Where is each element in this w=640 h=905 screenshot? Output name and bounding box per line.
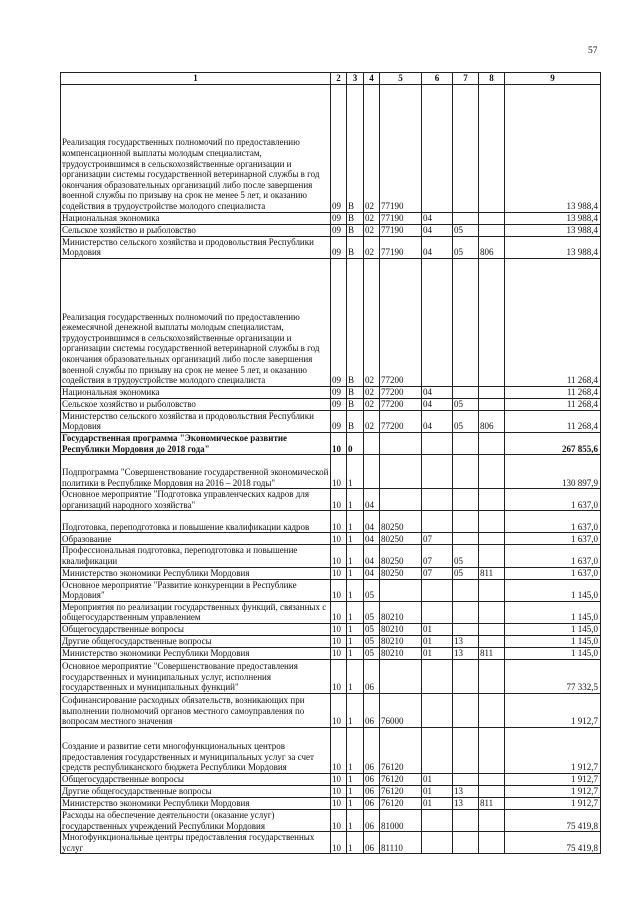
code-col4: 05 (364, 579, 380, 601)
column-header-6: 6 (422, 73, 453, 85)
table-row (61, 224, 601, 236)
code-col6: 04 (422, 236, 453, 258)
code-col7 (453, 659, 479, 693)
code-col3: 1 (347, 579, 364, 601)
row-amount: 75 419,8 (505, 809, 601, 831)
code-col8 (479, 693, 505, 727)
row-amount: 1 637,0 (505, 511, 601, 533)
code-col7: 05 (453, 224, 479, 236)
code-col4: 04 (364, 545, 380, 567)
code-col7: 05 (453, 398, 479, 410)
code-col3: 1 (347, 727, 364, 773)
code-col6 (422, 601, 453, 623)
code-col7 (453, 533, 479, 545)
code-col8 (479, 809, 505, 831)
code-col2: 10 (331, 809, 347, 831)
table-row (61, 489, 601, 511)
code-col4: 02 (364, 386, 380, 398)
code-col2: 10 (331, 832, 347, 854)
code-col2: 10 (331, 511, 347, 533)
row-name: Расходы на обеспечение деятельности (оказание услуг) государственных учреждений Республики Мордовия (61, 809, 331, 831)
code-col8: 811 (479, 797, 505, 809)
code-col8 (479, 623, 505, 635)
code-col4: 02 (364, 398, 380, 410)
table-row (61, 693, 601, 727)
code-col4: 02 (364, 84, 380, 212)
code-col6: 04 (422, 224, 453, 236)
code-col2: 09 (331, 410, 347, 432)
code-col6: 01 (422, 623, 453, 635)
row-name: Реализация государственных полномочий по предоставлению компенсационной выплаты молодым специалистам, трудоустроившимся в сельскохозяйственные организации и организации системы государственной ветеринарной службы в год окончания образовательных организаций либо после завершения военной службы по призыву на срок не менее 5 лет, и оказанию содействия в трудоустройстве молодого специалиста (61, 84, 331, 212)
column-header-5: 5 (380, 73, 422, 85)
code-col6: 01 (422, 797, 453, 809)
code-col5: 76120 (380, 727, 422, 773)
code-col7 (453, 84, 479, 212)
code-col2: 09 (331, 84, 347, 212)
code-col5: 80250 (380, 567, 422, 579)
code-col7 (453, 212, 479, 224)
code-col4: 05 (364, 623, 380, 635)
code-col2: 10 (331, 455, 347, 489)
row-amount: 1 912,7 (505, 797, 601, 809)
code-col2: 10 (331, 659, 347, 693)
code-col5: 80210 (380, 647, 422, 659)
code-col2: 10 (331, 693, 347, 727)
row-amount: 11 268,4 (505, 258, 601, 386)
code-col8 (479, 533, 505, 545)
code-col6: 04 (422, 386, 453, 398)
code-col7 (453, 809, 479, 831)
code-col5: 81000 (380, 809, 422, 831)
code-col3: В (347, 84, 364, 212)
table-row (61, 601, 601, 623)
table-row (61, 579, 601, 601)
code-col2: 10 (331, 489, 347, 511)
code-col5 (380, 659, 422, 693)
code-col6: 01 (422, 635, 453, 647)
code-col8 (479, 489, 505, 511)
code-col7 (453, 579, 479, 601)
code-col2: 10 (331, 545, 347, 567)
table-row (61, 258, 601, 386)
code-col4: 04 (364, 533, 380, 545)
table-row (61, 797, 601, 809)
code-col5: 77190 (380, 224, 422, 236)
code-col4: 02 (364, 258, 380, 386)
code-col4: 05 (364, 601, 380, 623)
row-name: Подпрограмма "Совершенствование государственной экономической политики в Республике Мордовия на 2016 – 2018 годы" (61, 455, 331, 489)
code-col4: 06 (364, 785, 380, 797)
code-col8 (479, 455, 505, 489)
row-name: Основное мероприятие "Развитие конкуренции в Республике Мордовия" (61, 579, 331, 601)
row-name: Сельское хозяйство и рыболовство (61, 398, 331, 410)
code-col8: 811 (479, 647, 505, 659)
code-col3: 1 (347, 809, 364, 831)
code-col6 (422, 727, 453, 773)
code-col8 (479, 601, 505, 623)
code-col6 (422, 511, 453, 533)
code-col3: 1 (347, 489, 364, 511)
row-amount: 1 145,0 (505, 647, 601, 659)
code-col4: 06 (364, 809, 380, 831)
table-row (61, 659, 601, 693)
code-col2: 10 (331, 601, 347, 623)
code-col4: 06 (364, 797, 380, 809)
row-name: Мероприятия по реализации государственных функций, связанных с общегосударственным управлением (61, 601, 331, 623)
code-col3: В (347, 258, 364, 386)
code-col3: 0 (347, 432, 364, 454)
row-amount: 1 145,0 (505, 601, 601, 623)
code-col4: 06 (364, 727, 380, 773)
code-col5: 77190 (380, 212, 422, 224)
code-col3: В (347, 224, 364, 236)
code-col7: 13 (453, 647, 479, 659)
code-col8 (479, 659, 505, 693)
column-header-3: 3 (347, 73, 364, 85)
row-amount: 1 912,7 (505, 727, 601, 773)
row-amount: 267 855,6 (505, 432, 601, 454)
code-col8 (479, 212, 505, 224)
code-col3: 1 (347, 545, 364, 567)
code-col7 (453, 511, 479, 533)
code-col8 (479, 398, 505, 410)
code-col5: 76120 (380, 785, 422, 797)
code-col7 (453, 489, 479, 511)
code-col2: 09 (331, 212, 347, 224)
code-col2: 10 (331, 727, 347, 773)
code-col8 (479, 773, 505, 785)
code-col5 (380, 432, 422, 454)
row-name: Другие общегосударственные вопросы (61, 635, 331, 647)
code-col5: 80210 (380, 635, 422, 647)
code-col7 (453, 832, 479, 854)
code-col3: 1 (347, 797, 364, 809)
code-col3: 1 (347, 567, 364, 579)
code-col7: 13 (453, 785, 479, 797)
code-col3: 1 (347, 455, 364, 489)
code-col8 (479, 432, 505, 454)
table-row (61, 727, 601, 773)
budget-table (60, 72, 601, 854)
code-col6 (422, 832, 453, 854)
row-amount: 1 637,0 (505, 489, 601, 511)
code-col8 (479, 386, 505, 398)
code-col4: 06 (364, 659, 380, 693)
table-body (61, 84, 601, 854)
code-col6: 07 (422, 533, 453, 545)
row-name: Государственная программа "Экономическое развитие Республики Мордовия до 2018 года" (61, 432, 331, 454)
code-col8 (479, 84, 505, 212)
code-col6 (422, 659, 453, 693)
code-col8: 806 (479, 236, 505, 258)
code-col2: 10 (331, 623, 347, 635)
row-name: Профессиональная подготовка, переподготовка и повышение квалификации (61, 545, 331, 567)
code-col7: 05 (453, 410, 479, 432)
code-col5 (380, 579, 422, 601)
code-col7: 13 (453, 635, 479, 647)
code-col8 (479, 832, 505, 854)
column-header-9: 9 (505, 73, 601, 85)
table-header-row (61, 73, 601, 85)
code-col2: 09 (331, 224, 347, 236)
code-col4: 02 (364, 224, 380, 236)
code-col5: 80250 (380, 533, 422, 545)
code-col6: 01 (422, 785, 453, 797)
row-amount: 1 637,0 (505, 533, 601, 545)
code-col7 (453, 455, 479, 489)
row-name: Подготовка, переподготовка и повышение квалификации кадров (61, 511, 331, 533)
code-col2: 09 (331, 398, 347, 410)
code-col2: 10 (331, 773, 347, 785)
row-name: Основное мероприятие "Совершенствование предоставления государственных и муниципальных услуг, исполнения государственных и муниципальных функций" (61, 659, 331, 693)
code-col8 (479, 727, 505, 773)
row-amount: 130 897,9 (505, 455, 601, 489)
row-name: Общегосударственные вопросы (61, 623, 331, 635)
row-name: Национальная экономика (61, 386, 331, 398)
code-col4: 02 (364, 236, 380, 258)
column-header-4: 4 (364, 73, 380, 85)
code-col4: 04 (364, 489, 380, 511)
table-row (61, 809, 601, 831)
code-col6: 04 (422, 212, 453, 224)
code-col5: 76120 (380, 797, 422, 809)
code-col8 (479, 224, 505, 236)
code-col4: 06 (364, 693, 380, 727)
row-name: Общегосударственные вопросы (61, 773, 331, 785)
row-name: Министерство экономики Республики Мордовия (61, 567, 331, 579)
code-col3: 1 (347, 601, 364, 623)
code-col4: 02 (364, 410, 380, 432)
code-col3: В (347, 386, 364, 398)
code-col7 (453, 258, 479, 386)
code-col5: 80250 (380, 511, 422, 533)
row-amount: 1 912,7 (505, 785, 601, 797)
row-amount: 1 145,0 (505, 579, 601, 601)
code-col5: 76120 (380, 773, 422, 785)
code-col3: 1 (347, 693, 364, 727)
code-col3: В (347, 398, 364, 410)
table-row (61, 455, 601, 489)
code-col8 (479, 579, 505, 601)
code-col5: 80250 (380, 545, 422, 567)
code-col2: 10 (331, 432, 347, 454)
row-name: Министерство экономики Республики Мордовия (61, 797, 331, 809)
table-row (61, 635, 601, 647)
code-col3: В (347, 410, 364, 432)
code-col8 (479, 635, 505, 647)
code-col8 (479, 785, 505, 797)
table-row (61, 236, 601, 258)
code-col5: 81110 (380, 832, 422, 854)
row-name: Основное мероприятие "Подготовка управленческих кадров для организаций народного хозяйства" (61, 489, 331, 511)
code-col4: 06 (364, 773, 380, 785)
row-name: Реализация государственных полномочий по предоставлению ежемесячной денежной выплаты молодым специалистам, трудоустроившимся в сельскохозяйственные организации и организации системы государственной ветеринарной службы в год окончания образовательных организаций либо после завершения военной службы по призыву на срок не менее 5 лет, и оказанию содействия в трудоустройстве молодого специалиста (61, 258, 331, 386)
row-name: Многофункциональные центры предоставления государственных услуг (61, 832, 331, 854)
code-col7 (453, 727, 479, 773)
code-col3: 1 (347, 773, 364, 785)
table-row (61, 567, 601, 579)
code-col8 (479, 545, 505, 567)
table-row (61, 386, 601, 398)
code-col5: 77190 (380, 84, 422, 212)
code-col6 (422, 693, 453, 727)
code-col3: 1 (347, 511, 364, 533)
code-col3: 1 (347, 647, 364, 659)
code-col2: 10 (331, 635, 347, 647)
row-amount: 11 268,4 (505, 398, 601, 410)
row-name: Национальная экономика (61, 212, 331, 224)
row-amount: 77 332,5 (505, 659, 601, 693)
code-col7: 05 (453, 567, 479, 579)
code-col4: 05 (364, 635, 380, 647)
code-col5: 77200 (380, 398, 422, 410)
row-name: Министерство сельского хозяйства и продовольствия Республики Мордовия (61, 410, 331, 432)
code-col6: 04 (422, 410, 453, 432)
row-name: Образование (61, 533, 331, 545)
code-col6: 07 (422, 545, 453, 567)
table-row (61, 832, 601, 854)
code-col5 (380, 489, 422, 511)
table-row (61, 785, 601, 797)
code-col8 (479, 511, 505, 533)
row-name: Министерство сельского хозяйства и продовольствия Республики Мордовия (61, 236, 331, 258)
table-row (61, 432, 601, 454)
code-col6 (422, 84, 453, 212)
code-col5: 77200 (380, 258, 422, 386)
column-header-7: 7 (453, 73, 479, 85)
row-amount: 1 145,0 (505, 623, 601, 635)
row-name: Софинансирование расходных обязательств, возникающих при выполнении полномочий органов местного самоуправления по вопросам местного значения (61, 693, 331, 727)
row-amount: 13 988,4 (505, 236, 601, 258)
code-col3: 1 (347, 533, 364, 545)
code-col7 (453, 773, 479, 785)
code-col3: 1 (347, 785, 364, 797)
code-col3: 1 (347, 635, 364, 647)
code-col4 (364, 455, 380, 489)
row-name: Сельское хозяйство и рыболовство (61, 224, 331, 236)
code-col8: 806 (479, 410, 505, 432)
code-col5: 77200 (380, 386, 422, 398)
row-amount: 13 988,4 (505, 224, 601, 236)
code-col3: 1 (347, 832, 364, 854)
table-row (61, 511, 601, 533)
row-amount: 13 988,4 (505, 84, 601, 212)
row-name: Другие общегосударственные вопросы (61, 785, 331, 797)
row-amount: 11 268,4 (505, 410, 601, 432)
table-row (61, 647, 601, 659)
code-col7 (453, 386, 479, 398)
code-col5: 77190 (380, 236, 422, 258)
code-col2: 10 (331, 533, 347, 545)
code-col5: 77200 (380, 410, 422, 432)
code-col7: 13 (453, 797, 479, 809)
code-col2: 10 (331, 785, 347, 797)
table-row (61, 212, 601, 224)
row-name: Создание и развитие сети многофункциональных центров предоставления государственных и муниципальных услуг за счет средств республиканского бюджета Республики Мордовия (61, 727, 331, 773)
code-col6: 07 (422, 567, 453, 579)
table-row (61, 398, 601, 410)
column-header-2: 2 (331, 73, 347, 85)
table-row (61, 84, 601, 212)
table-row (61, 623, 601, 635)
row-amount: 1 637,0 (505, 545, 601, 567)
column-header-1: 1 (61, 73, 331, 85)
row-amount: 1 637,0 (505, 567, 601, 579)
code-col6 (422, 489, 453, 511)
row-amount: 11 268,4 (505, 386, 601, 398)
code-col6: 01 (422, 647, 453, 659)
code-col6 (422, 455, 453, 489)
code-col2: 09 (331, 236, 347, 258)
code-col2: 10 (331, 797, 347, 809)
code-col5: 80210 (380, 601, 422, 623)
code-col3: В (347, 212, 364, 224)
code-col2: 09 (331, 258, 347, 386)
table-row (61, 773, 601, 785)
table-row (61, 533, 601, 545)
code-col6 (422, 809, 453, 831)
code-col8 (479, 258, 505, 386)
code-col7 (453, 601, 479, 623)
code-col7: 05 (453, 236, 479, 258)
code-col7 (453, 693, 479, 727)
code-col2: 10 (331, 579, 347, 601)
row-amount: 1 145,0 (505, 635, 601, 647)
code-col5: 80210 (380, 623, 422, 635)
code-col7: 05 (453, 545, 479, 567)
code-col4: 02 (364, 212, 380, 224)
code-col6: 04 (422, 398, 453, 410)
code-col2: 10 (331, 647, 347, 659)
code-col7 (453, 432, 479, 454)
row-amount: 1 912,7 (505, 773, 601, 785)
row-name: Министерство экономики Республики Мордовия (61, 647, 331, 659)
row-amount: 75 419,8 (505, 832, 601, 854)
code-col3: 1 (347, 623, 364, 635)
code-col4: 05 (364, 647, 380, 659)
code-col3: 1 (347, 659, 364, 693)
code-col3: В (347, 236, 364, 258)
code-col4 (364, 432, 380, 454)
column-header-8: 8 (479, 73, 505, 85)
code-col4: 06 (364, 832, 380, 854)
code-col4: 04 (364, 567, 380, 579)
page-number: 57 (588, 46, 598, 56)
row-amount: 13 988,4 (505, 212, 601, 224)
code-col6 (422, 258, 453, 386)
code-col6 (422, 432, 453, 454)
code-col6 (422, 579, 453, 601)
code-col5: 76000 (380, 693, 422, 727)
row-amount: 1 912,7 (505, 693, 601, 727)
table-row (61, 545, 601, 567)
table-row (61, 410, 601, 432)
code-col8: 811 (479, 567, 505, 579)
code-col7 (453, 623, 479, 635)
code-col4: 04 (364, 511, 380, 533)
code-col2: 09 (331, 386, 347, 398)
code-col5 (380, 455, 422, 489)
code-col2: 10 (331, 567, 347, 579)
code-col6: 01 (422, 773, 453, 785)
